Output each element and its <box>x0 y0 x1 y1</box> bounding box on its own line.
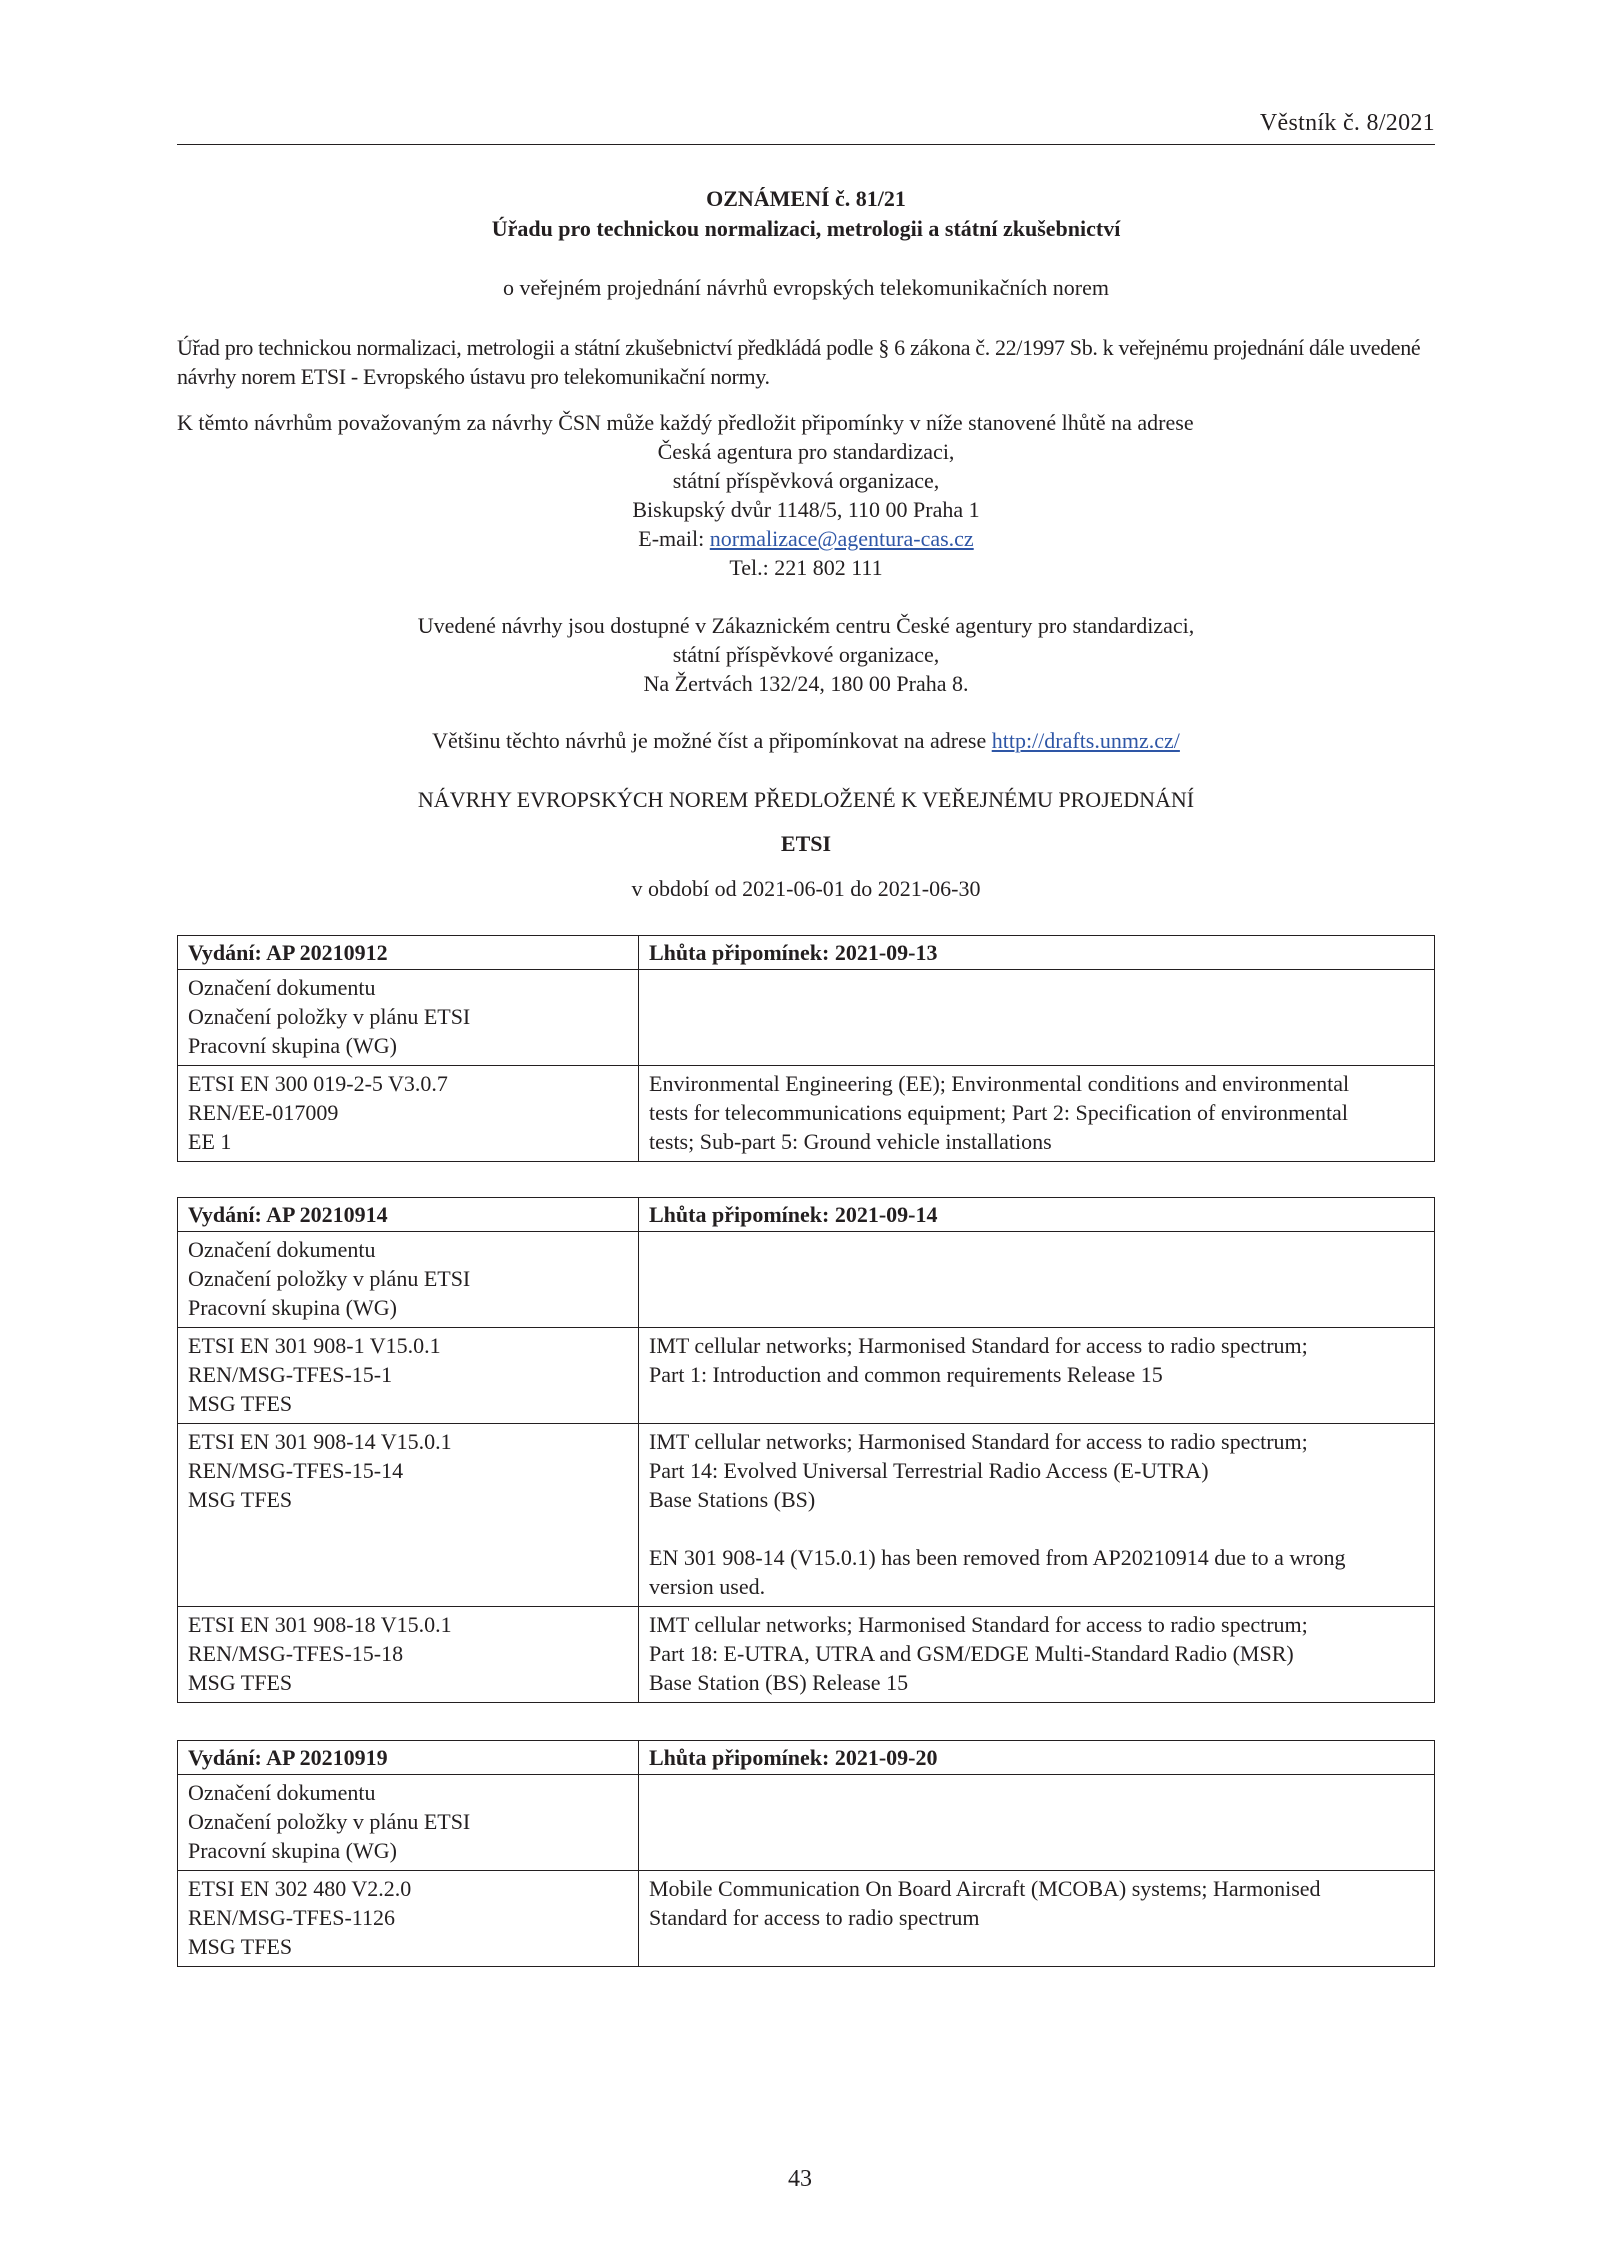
issue-cell: Vydání: AP 20210914 <box>178 1198 639 1232</box>
etsi-item-id: REN/MSG-TFES-15-18 <box>188 1641 404 1666</box>
deadline-cell: Lhůta připomínek: 2021-09-14 <box>639 1198 1435 1232</box>
note-spacer <box>649 1514 1424 1543</box>
availability-line-1: Uvedené návrhy jsou dostupné v Zákaznickém centru České agentury pro standardizaci, <box>417 613 1195 638</box>
drafts-link[interactable]: http://drafts.unmz.cz/ <box>991 728 1180 753</box>
notice-authority: Úřadu pro technickou normalizaci, metrologii a státní zkušebnictví <box>491 216 1121 241</box>
address-block <box>177 437 1435 582</box>
legend-etsi-item: Označení položky v plánu ETSI <box>188 1004 471 1029</box>
notice-title: OZNÁMENÍ č. 81/21 <box>706 186 906 211</box>
email-label: E-mail: <box>638 526 710 551</box>
notice-lead: o veřejném projednání návrhů evropských telekomunikačních norem <box>502 275 1110 300</box>
description-line: IMT cellular networks; Harmonised Standard for access to radio spectrum; <box>649 1612 1308 1637</box>
description-line: Base Station (BS) Release 15 <box>649 1670 909 1695</box>
legend-document-id: Označení dokumentu <box>188 1237 376 1262</box>
working-group: MSG TFES <box>188 1670 293 1695</box>
description-cell <box>639 1066 1435 1162</box>
intro-paragraph: Úřad pro technickou normalizaci, metrologii a státní zkušebnictví předkládá podle § 6 zákona č. 22/1997 Sb. k veřejnému projednání dále uvedené návrhy norem ETSI - Evropského ústavu pro telekomunikační normy. <box>177 335 1421 389</box>
document-id: ETSI EN 301 908-18 V15.0.1 <box>188 1612 452 1637</box>
legend-working-group: Pracovní skupina (WG) <box>188 1838 397 1863</box>
ids-cell <box>178 1607 639 1703</box>
description-cell <box>639 1328 1435 1424</box>
address-line-3: Biskupský dvůr 1148/5, 110 00 Praha 1 <box>632 497 980 522</box>
removal-note-line: version used. <box>649 1574 766 1599</box>
legend-document-id: Označení dokumentu <box>188 1780 376 1805</box>
description-line: Mobile Communication On Board Aircraft (MCOBA) systems; Harmonised <box>649 1876 1321 1901</box>
table-header-row <box>178 1741 1435 1775</box>
legend-document-id: Označení dokumentu <box>188 975 376 1000</box>
document-id: ETSI EN 300 019-2-5 V3.0.7 <box>188 1071 448 1096</box>
issue-table-ap20210919 <box>177 1740 1435 1967</box>
legend-cell <box>178 1775 639 1871</box>
comments-paragraph: K těmto návrhům považovaným za návrhy ČSN může každý předložit připomínky v níže stanovené lhůtě na adrese <box>177 410 1194 435</box>
etsi-item-id: REN/MSG-TFES-15-1 <box>188 1362 393 1387</box>
table-row <box>178 1066 1435 1162</box>
description-line: IMT cellular networks; Harmonised Standard for access to radio spectrum; <box>649 1429 1308 1454</box>
table-legend-row <box>178 1775 1435 1871</box>
online-drafts-line <box>177 728 1435 754</box>
description-cell <box>639 1871 1435 1967</box>
availability-line-2: státní příspěvkové organizace, <box>672 642 940 667</box>
etsi-item-id: REN/MSG-TFES-15-14 <box>188 1458 404 1483</box>
description-line: Base Stations (BS) <box>649 1487 816 1512</box>
section-period: v období od 2021-06-01 do 2021-06-30 <box>631 876 981 901</box>
email-link[interactable]: normalizace@agentura-cas.cz <box>709 526 974 551</box>
description-line: Part 14: Evolved Universal Terrestrial Radio Access (E-UTRA) <box>649 1458 1209 1483</box>
table-row <box>178 1328 1435 1424</box>
issue-table-ap20210914 <box>177 1197 1435 1703</box>
section-org: ETSI <box>780 831 832 856</box>
legend-etsi-item: Označení položky v plánu ETSI <box>188 1809 471 1834</box>
deadline-cell: Lhůta připomínek: 2021-09-20 <box>639 1741 1435 1775</box>
working-group: MSG TFES <box>188 1934 293 1959</box>
table-header-row <box>178 1198 1435 1232</box>
availability-block <box>177 611 1435 698</box>
header-rule <box>177 144 1435 145</box>
ids-cell <box>178 1871 639 1967</box>
online-text: Většinu těchto návrhů je možné číst a připomínkovat na adrese <box>432 728 992 753</box>
description-line: Environmental Engineering (EE); Environmental conditions and environmental <box>649 1071 1350 1096</box>
issue-cell: Vydání: AP 20210912 <box>178 936 639 970</box>
description-line: IMT cellular networks; Harmonised Standard for access to radio spectrum; <box>649 1333 1308 1358</box>
working-group: EE 1 <box>188 1129 232 1154</box>
description-line: Standard for access to radio spectrum <box>649 1905 980 1930</box>
legend-empty-cell <box>639 970 1435 1066</box>
address-line-2: státní příspěvková organizace, <box>672 468 940 493</box>
availability-line-3: Na Žertvách 132/24, 180 00 Praha 8. <box>643 671 969 696</box>
ids-cell <box>178 1066 639 1162</box>
legend-working-group: Pracovní skupina (WG) <box>188 1033 397 1058</box>
description-line: tests for telecommunications equipment; Part 2: Specification of environmental <box>649 1100 1348 1125</box>
table-legend-row <box>178 970 1435 1066</box>
legend-cell <box>178 970 639 1066</box>
working-group: MSG TFES <box>188 1487 293 1512</box>
document-id: ETSI EN 302 480 V2.2.0 <box>188 1876 412 1901</box>
legend-empty-cell <box>639 1232 1435 1328</box>
legend-cell <box>178 1232 639 1328</box>
description-line: Part 1: Introduction and common requirements Release 15 <box>649 1362 1163 1387</box>
address-line-1: Česká agentura pro standardizaci, <box>657 439 955 464</box>
issue-cell: Vydání: AP 20210919 <box>178 1741 639 1775</box>
document-id: ETSI EN 301 908-14 V15.0.1 <box>188 1429 452 1454</box>
working-group: MSG TFES <box>188 1391 293 1416</box>
section-heading: NÁVRHY EVROPSKÝCH NOREM PŘEDLOŽENÉ K VEŘEJNÉMU PROJEDNÁNÍ <box>417 787 1195 812</box>
issue-table-ap20210912 <box>177 935 1435 1162</box>
deadline-cell: Lhůta připomínek: 2021-09-13 <box>639 936 1435 970</box>
table-legend-row <box>178 1232 1435 1328</box>
legend-etsi-item: Označení položky v plánu ETSI <box>188 1266 471 1291</box>
removal-note-line: EN 301 908-14 (V15.0.1) has been removed from AP20210914 due to a wrong <box>649 1545 1346 1570</box>
etsi-item-id: REN/MSG-TFES-1126 <box>188 1905 395 1930</box>
table-row <box>178 1607 1435 1703</box>
table-row <box>178 1871 1435 1967</box>
description-cell <box>639 1424 1435 1607</box>
description-line: Part 18: E-UTRA, UTRA and GSM/EDGE Multi-Standard Radio (MSR) <box>649 1641 1294 1666</box>
description-line: tests; Sub-part 5: Ground vehicle installations <box>649 1129 1052 1154</box>
telephone-line: Tel.: 221 802 111 <box>729 555 883 580</box>
legend-empty-cell <box>639 1775 1435 1871</box>
document-id: ETSI EN 301 908-1 V15.0.1 <box>188 1333 441 1358</box>
ids-cell <box>178 1328 639 1424</box>
table-header-row <box>178 936 1435 970</box>
table-row <box>178 1424 1435 1607</box>
email-line <box>177 524 1435 553</box>
description-cell <box>639 1607 1435 1703</box>
etsi-item-id: REN/EE-017009 <box>188 1100 339 1125</box>
ids-cell <box>178 1424 639 1607</box>
journal-issue-header: Věstník č. 8/2021 <box>1259 110 1435 136</box>
legend-working-group: Pracovní skupina (WG) <box>188 1295 397 1320</box>
page-number: 43 <box>788 2166 812 2192</box>
